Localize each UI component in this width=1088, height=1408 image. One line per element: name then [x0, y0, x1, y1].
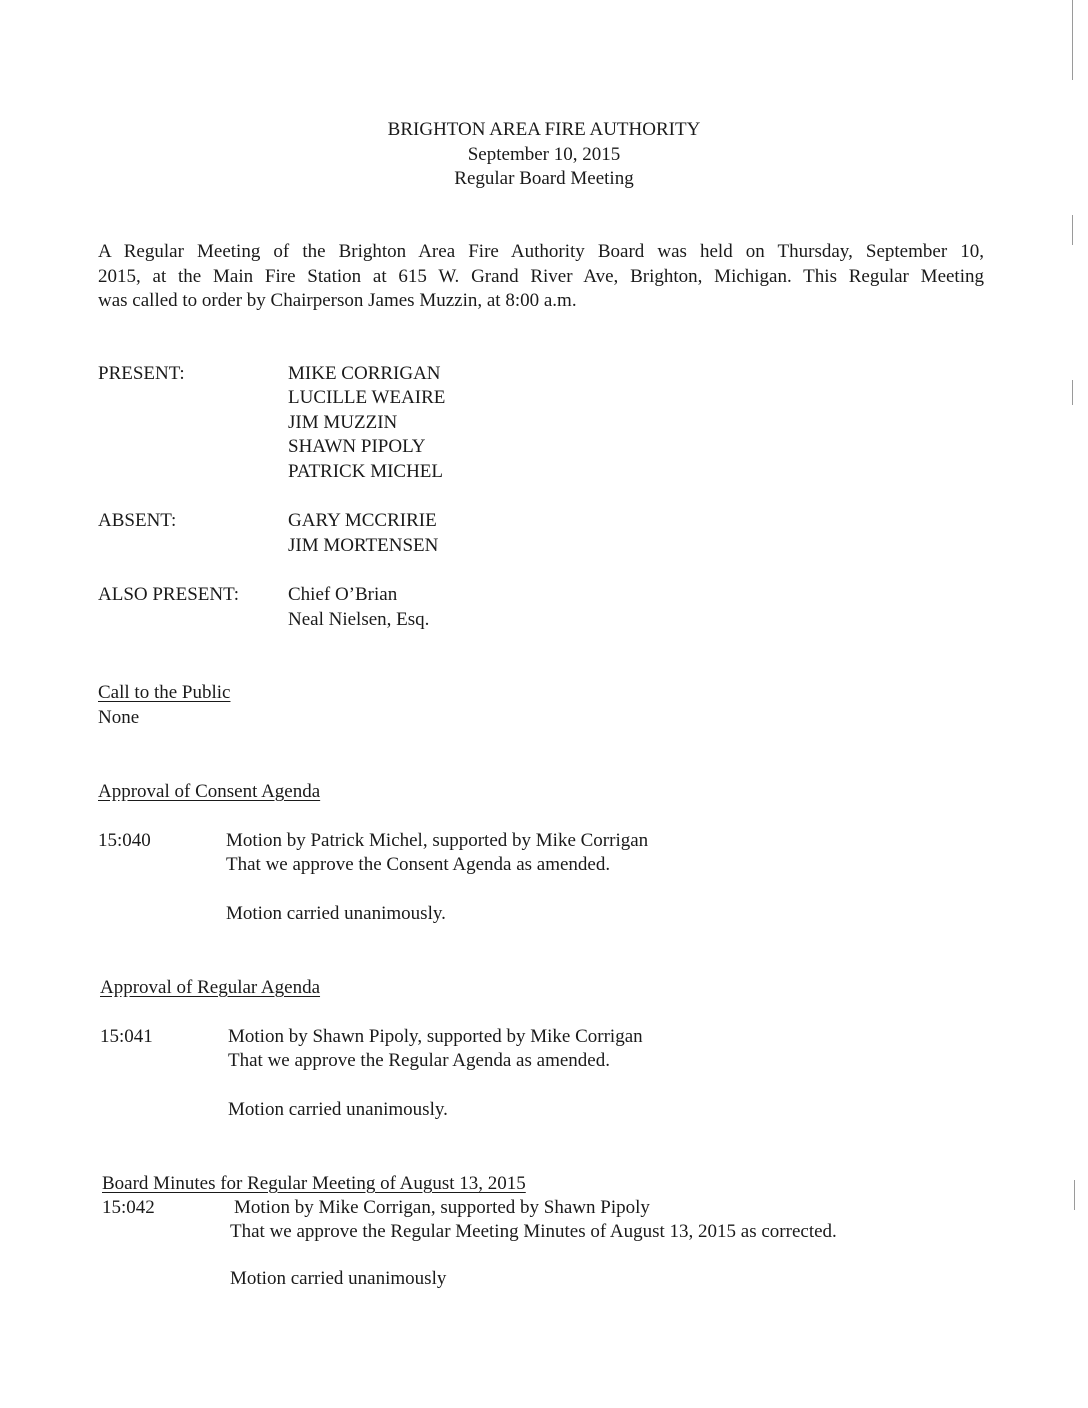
board-minutes-heading: Board Minutes for Regular Meeting of August 13, 2015 [102, 1173, 526, 1194]
present-member: MIKE CORRIGAN [288, 363, 441, 384]
board-minutes-text: That we approve the Regular Meeting Minutes of August 13, 2015 as corrected. [230, 1221, 837, 1242]
consent-agenda-motion-number: 15:040 [98, 830, 151, 851]
regular-agenda-heading: Approval of Regular Agenda [100, 977, 321, 998]
call-to-public-text: None [98, 707, 140, 728]
present-member: JIM MUZZIN [288, 412, 398, 433]
meeting-date: September 10, 2015 [467, 144, 621, 165]
intro-line-1: A Regular Meeting of the Brighton Area Fire Authority Board was held on Thursday, September 10, [98, 241, 984, 262]
scan-edge-mark [1072, 380, 1073, 405]
call-to-public-heading: Call to the Public [98, 682, 231, 703]
regular-agenda-motion-number: 15:041 [100, 1026, 153, 1047]
present-member: SHAWN PIPOLY [288, 436, 426, 457]
board-minutes-motion-number: 15:042 [102, 1197, 155, 1218]
board-minutes-result: Motion carried unanimously [230, 1268, 447, 1289]
also-present-member: Chief O’Brian [288, 584, 398, 605]
scan-edge-mark [1072, 215, 1073, 245]
regular-agenda-text: That we approve the Regular Agenda as amended. [228, 1050, 610, 1071]
absent-member: GARY MCCRIRIE [288, 510, 437, 531]
absent-label: ABSENT: [98, 510, 177, 531]
document-title: BRIGHTON AREA FIRE AUTHORITY [387, 119, 701, 140]
consent-agenda-heading: Approval of Consent Agenda [98, 781, 321, 802]
scan-edge-mark [1074, 1180, 1075, 1210]
consent-agenda-text: That we approve the Consent Agenda as amended. [226, 854, 611, 875]
consent-agenda-motion: Motion by Patrick Michel, supported by Mike Corrigan [226, 830, 649, 851]
regular-agenda-motion: Motion by Shawn Pipoly, supported by Mike Corrigan [228, 1026, 643, 1047]
present-member: LUCILLE WEAIRE [288, 387, 446, 408]
scan-edge-mark [1072, 0, 1073, 80]
regular-agenda-result: Motion carried unanimously. [228, 1099, 448, 1120]
present-label: PRESENT: [98, 363, 185, 384]
also-present-member: Neal Nielsen, Esq. [288, 609, 430, 630]
present-member: PATRICK MICHEL [288, 461, 444, 482]
intro-line-3: was called to order by Chairperson James Muzzin, at 8:00 a.m. [98, 290, 577, 311]
intro-line-2: 2015, at the Main Fire Station at 615 W. Grand River Ave, Brighton, Michigan. This Regular Meeting [98, 266, 984, 287]
meeting-type: Regular Board Meeting [454, 168, 634, 189]
board-minutes-motion: Motion by Mike Corrigan, supported by Shawn Pipoly [234, 1197, 650, 1218]
also-present-label: ALSO PRESENT: [98, 584, 240, 605]
absent-member: JIM MORTENSEN [288, 535, 439, 556]
consent-agenda-result: Motion carried unanimously. [226, 903, 446, 924]
